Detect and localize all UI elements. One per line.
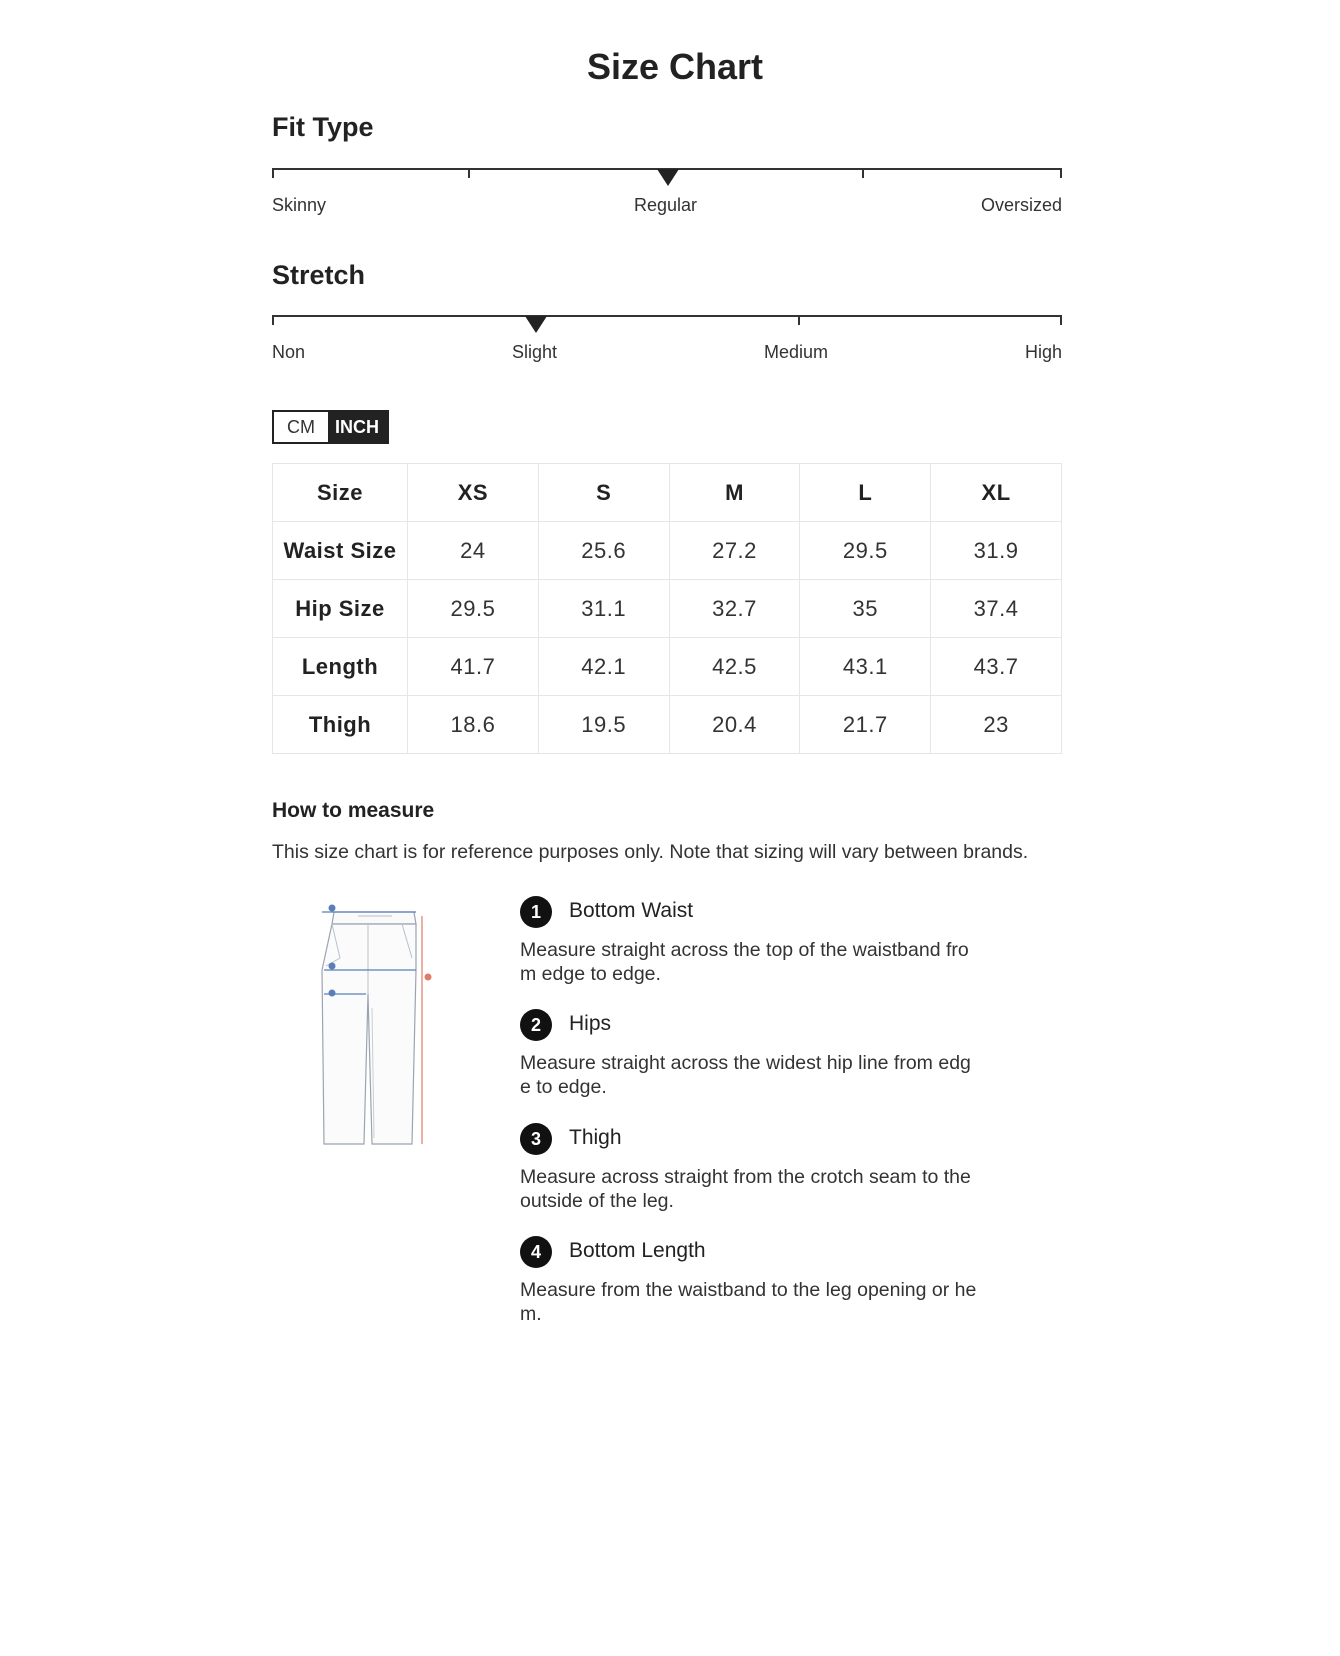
stretch-tick <box>1060 315 1062 325</box>
fit-type-tick <box>1060 168 1062 178</box>
page-title: Size Chart <box>586 46 764 87</box>
table-cell: 43.1 <box>800 638 931 696</box>
table-cell: 19.5 <box>538 696 669 754</box>
stretch-heading: Stretch <box>272 260 366 290</box>
table-cell: 21.7 <box>800 696 931 754</box>
stretch-scale-line <box>272 315 1062 317</box>
step-title: Thigh <box>569 1126 622 1149</box>
table-row <box>273 638 1062 696</box>
pants-diagram-icon <box>318 898 438 1168</box>
table-header-cell: XS <box>408 464 539 522</box>
table-cell: 31.1 <box>538 580 669 638</box>
table-cell: 27.2 <box>669 522 800 580</box>
fit-type-heading: Fit Type <box>272 112 374 142</box>
stretch-label-slight: Slight <box>512 342 558 362</box>
stretch-label-medium: Medium <box>764 342 829 362</box>
table-cell: 29.5 <box>408 580 539 638</box>
table-cell: 29.5 <box>800 522 931 580</box>
table-cell: 20.4 <box>669 696 800 754</box>
how-to-measure-heading: How to measure <box>272 799 435 822</box>
how-to-measure-note: This size chart is for reference purposes only. Note that sizing will vary between brands. <box>272 841 1029 863</box>
unit-toggle <box>272 410 389 444</box>
table-cell: 24 <box>408 522 539 580</box>
table-header-cell: Size <box>273 464 408 522</box>
stretch-tick <box>798 315 800 325</box>
table-header-row <box>273 464 1062 522</box>
row-label: Hip Size <box>273 580 408 638</box>
fit-type-tick <box>272 168 274 178</box>
table-cell: 37.4 <box>931 580 1062 638</box>
table-header-cell: S <box>538 464 669 522</box>
table-header-cell: M <box>669 464 800 522</box>
stretch-label-non: Non <box>272 342 306 362</box>
table-cell: 43.7 <box>931 638 1062 696</box>
step-number-badge: 1 <box>520 896 552 928</box>
table-cell: 42.5 <box>669 638 800 696</box>
step-title: Hips <box>569 1012 612 1035</box>
table-header-cell: L <box>800 464 931 522</box>
table-row <box>273 696 1062 754</box>
table-cell: 35 <box>800 580 931 638</box>
table-header-cell: XL <box>931 464 1062 522</box>
table-cell: 31.9 <box>931 522 1062 580</box>
table-cell: 18.6 <box>408 696 539 754</box>
step-description: Measure from the waistband to the leg opening or hem. <box>520 1279 977 1325</box>
size-table <box>272 463 1062 754</box>
table-cell: 41.7 <box>408 638 539 696</box>
fit-type-marker-icon <box>657 169 679 186</box>
fit-type-tick <box>468 168 470 178</box>
stretch-scale <box>272 315 1062 385</box>
cm-button[interactable]: CM <box>274 412 328 442</box>
step-number-badge: 4 <box>520 1236 552 1268</box>
stretch-marker-icon <box>525 316 547 333</box>
stretch-tick <box>272 315 274 325</box>
table-cell: 42.1 <box>538 638 669 696</box>
table-cell: 23 <box>931 696 1062 754</box>
step-number-badge: 2 <box>520 1009 552 1041</box>
row-label: Length <box>273 638 408 696</box>
fit-type-tick <box>862 168 864 178</box>
fit-type-label-oversized: Oversized <box>980 195 1062 215</box>
fit-type-label-skinny: Skinny <box>272 195 327 215</box>
stretch-label-high: High <box>1024 342 1062 362</box>
row-label: Thigh <box>273 696 408 754</box>
step-title: Bottom Waist <box>569 899 694 922</box>
table-cell: 32.7 <box>669 580 800 638</box>
step-description: Measure straight across the top of the waistband from edge to edge. <box>520 939 969 985</box>
inch-button[interactable]: INCH <box>328 412 387 442</box>
row-label: Waist Size <box>273 522 408 580</box>
fit-type-scale <box>272 168 1062 238</box>
fit-type-label-regular: Regular <box>634 195 698 215</box>
table-cell: 25.6 <box>538 522 669 580</box>
table-row <box>273 580 1062 638</box>
step-description: Measure across straight from the crotch seam to the outside of the leg. <box>520 1166 971 1212</box>
step-number-badge: 3 <box>520 1123 552 1155</box>
step-title: Bottom Length <box>569 1239 706 1262</box>
step-description: Measure straight across the widest hip line from edge to edge. <box>520 1052 971 1098</box>
table-row <box>273 522 1062 580</box>
